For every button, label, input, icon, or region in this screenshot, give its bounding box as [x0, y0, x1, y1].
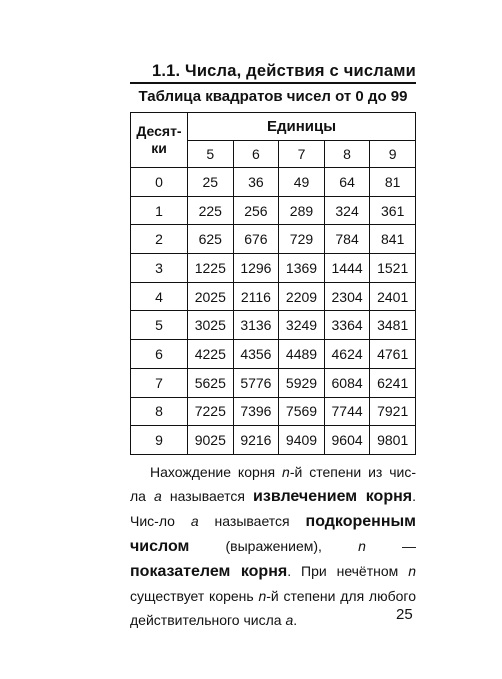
- square-value-cell: 6084: [324, 368, 370, 397]
- square-value-cell: 49: [279, 168, 325, 197]
- squares-table: [130, 112, 416, 455]
- unit-column-header: 7: [279, 141, 325, 168]
- table-row: [131, 397, 416, 426]
- term-radicand: подкоренным числом: [130, 513, 416, 555]
- tens-cell: 7: [131, 368, 188, 397]
- text-segment: -й степени из чис-ла: [130, 464, 416, 504]
- text-segment: . При нечётном: [287, 563, 409, 579]
- square-value-cell: 3249: [279, 311, 325, 340]
- square-value-cell: 361: [370, 196, 416, 225]
- square-value-cell: 2401: [370, 282, 416, 311]
- square-value-cell: 1369: [279, 254, 325, 283]
- page-number: 25: [396, 606, 413, 623]
- tens-cell: 2: [131, 225, 188, 254]
- table-row: [131, 225, 416, 254]
- table-row: [131, 340, 416, 369]
- tens-header-part: ки: [151, 140, 167, 156]
- square-value-cell: 2209: [279, 282, 325, 311]
- square-value-cell: 1521: [370, 254, 416, 283]
- tens-cell: 8: [131, 397, 188, 426]
- tens-cell: 9: [131, 426, 188, 455]
- square-value-cell: 7744: [324, 397, 370, 426]
- page-header-title: 1.1. Числа, действия с числами: [151, 62, 416, 80]
- term-root-extraction: извлечением корня: [253, 488, 413, 505]
- table-row: [131, 254, 416, 283]
- variable-a: а: [190, 513, 199, 529]
- text-segment: . Чис-ло: [130, 488, 416, 529]
- table-caption: Таблица квадратов чисел от 0 до 99: [138, 88, 408, 105]
- variable-n: n: [408, 563, 416, 579]
- square-value-cell: 784: [324, 225, 370, 254]
- square-value-cell: 256: [233, 196, 279, 225]
- square-value-cell: 5776: [233, 368, 279, 397]
- table-row: [131, 368, 416, 397]
- text-segment: Нахождение корня: [150, 464, 283, 480]
- square-value-cell: 9409: [279, 426, 325, 455]
- variable-n: n: [258, 588, 267, 604]
- term-root-index: показателем корня: [130, 563, 288, 580]
- square-value-cell: 9604: [324, 426, 370, 455]
- square-value-cell: 64: [324, 168, 370, 197]
- square-value-cell: 3025: [188, 311, 234, 340]
- square-value-cell: 3364: [324, 311, 370, 340]
- text-segment: .: [293, 612, 298, 628]
- square-value-cell: 4489: [279, 340, 325, 369]
- unit-column-header: 5: [188, 141, 234, 168]
- square-value-cell: 7225: [188, 397, 234, 426]
- text-segment: называется: [198, 513, 306, 529]
- square-value-cell: 5625: [188, 368, 234, 397]
- square-value-cell: 2025: [188, 282, 234, 311]
- variable-a: а: [285, 612, 294, 628]
- square-value-cell: 9025: [188, 426, 234, 455]
- tens-header: [131, 113, 188, 168]
- table-row: [131, 311, 416, 340]
- square-value-cell: 7396: [233, 397, 279, 426]
- unit-column-header: 9: [370, 141, 416, 168]
- text-segment: -й степени для любого действительного числа: [130, 588, 416, 628]
- table-row: [131, 282, 416, 311]
- variable-n: n: [358, 538, 366, 554]
- square-value-cell: 4356: [233, 340, 279, 369]
- square-value-cell: 81: [370, 168, 416, 197]
- square-value-cell: 4225: [188, 340, 234, 369]
- explanation-paragraph: [130, 460, 416, 632]
- square-value-cell: 7569: [279, 397, 325, 426]
- table-row: [131, 196, 416, 225]
- square-value-cell: 9801: [370, 426, 416, 455]
- square-value-cell: 25: [188, 168, 234, 197]
- variable-n: n: [282, 464, 290, 480]
- square-value-cell: 4624: [324, 340, 370, 369]
- square-value-cell: 324: [324, 196, 370, 225]
- square-value-cell: 2304: [324, 282, 370, 311]
- variable-a: а: [154, 488, 162, 504]
- square-value-cell: 7921: [370, 397, 416, 426]
- tens-cell: 3: [131, 254, 188, 283]
- square-value-cell: 1225: [188, 254, 234, 283]
- square-value-cell: 729: [279, 225, 325, 254]
- tens-cell: 0: [131, 168, 188, 197]
- unit-column-header: 8: [324, 141, 370, 168]
- units-header: Единицы: [188, 113, 416, 141]
- header-rule: [130, 82, 416, 84]
- tens-cell: 5: [131, 311, 188, 340]
- text-segment: существует корень: [130, 588, 259, 604]
- tens-cell: 1: [131, 196, 188, 225]
- unit-column-header: 6: [233, 141, 279, 168]
- square-value-cell: 289: [279, 196, 325, 225]
- square-value-cell: 625: [188, 225, 234, 254]
- square-value-cell: 2116: [233, 282, 279, 311]
- table-row: [131, 426, 416, 455]
- table-row: [131, 168, 416, 197]
- text-segment: (выражением),: [189, 538, 359, 554]
- tens-cell: 6: [131, 340, 188, 369]
- square-value-cell: 6241: [370, 368, 416, 397]
- square-value-cell: 36: [233, 168, 279, 197]
- square-value-cell: 9216: [233, 426, 279, 455]
- tens-cell: 4: [131, 282, 188, 311]
- square-value-cell: 841: [370, 225, 416, 254]
- square-value-cell: 3481: [370, 311, 416, 340]
- square-value-cell: 5929: [279, 368, 325, 397]
- square-value-cell: 4761: [370, 340, 416, 369]
- square-value-cell: 1296: [233, 254, 279, 283]
- square-value-cell: 3136: [233, 311, 279, 340]
- text-segment: —: [365, 538, 416, 554]
- square-value-cell: 225: [188, 196, 234, 225]
- square-value-cell: 676: [233, 225, 279, 254]
- tens-header-part: Десят-: [136, 123, 182, 139]
- text-segment: называется: [161, 488, 254, 504]
- square-value-cell: 1444: [324, 254, 370, 283]
